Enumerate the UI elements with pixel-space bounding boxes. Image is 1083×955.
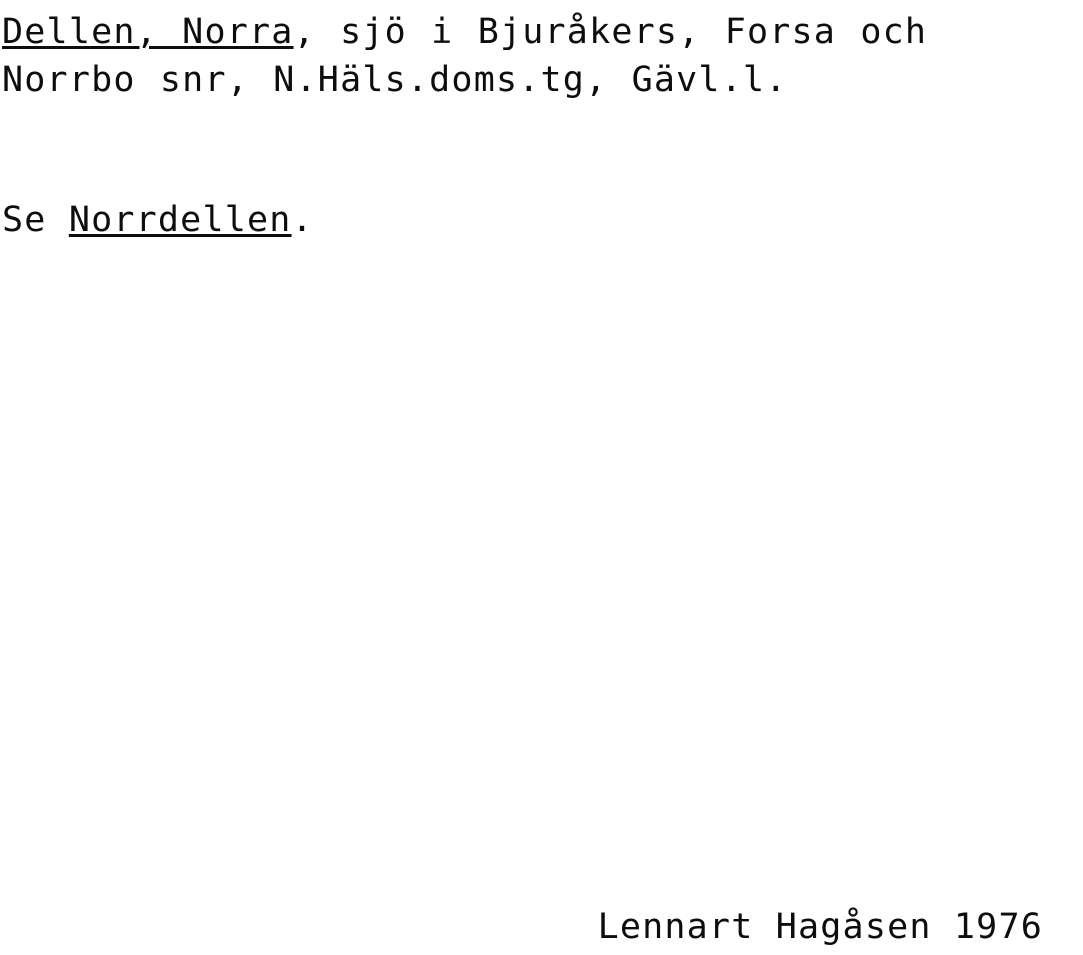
- cross-reference-prefix: Se: [2, 200, 69, 240]
- entry-definition: , sjö i Bjuråkers, Forsa och: [293, 12, 928, 52]
- cross-reference-suffix: .: [291, 200, 314, 240]
- cross-reference: [2, 196, 314, 244]
- author-signature: Lennart Hagåsen 1976: [597, 907, 1043, 947]
- entry-headword: Dellen, Norra: [2, 12, 294, 52]
- entry-second-line: Norrbo snr, N.Häls.doms.tg, Gävl.l.: [2, 60, 788, 100]
- dictionary-entry: [2, 8, 1083, 104]
- cross-reference-line: [2, 196, 314, 244]
- cross-reference-target: Norrdellen: [68, 200, 292, 240]
- entry-first-line: [2, 8, 1083, 56]
